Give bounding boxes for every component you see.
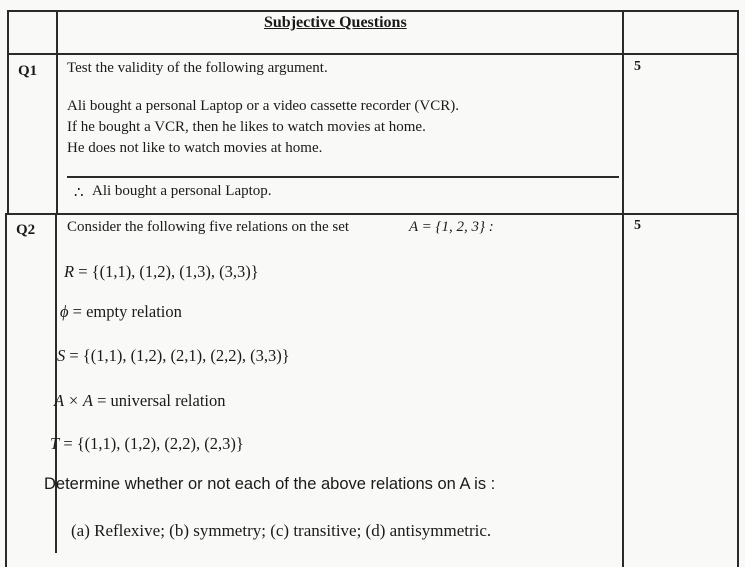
- relation-axa-definition: = universal relation: [97, 391, 226, 410]
- relation-axa-name: A × A: [54, 391, 93, 410]
- q1-premise-1: Ali bought a personal Laptop or a video cassette recorder (VCR).: [67, 98, 459, 114]
- relation-s: [57, 346, 290, 366]
- q1-label: Q1: [18, 63, 38, 79]
- table-top-border: [7, 10, 738, 12]
- q1-conclusion: Ali bought a personal Laptop.: [92, 183, 272, 199]
- relation-t: [50, 434, 244, 454]
- relation-r-definition: = {(1,1), (1,2), (1,3), (3,3)}: [78, 262, 259, 281]
- q1-therefore-symbol: ∴: [74, 185, 84, 201]
- q2-label: Q2: [16, 222, 36, 238]
- table-left-border: [7, 10, 9, 213]
- relation-r-name: R: [64, 262, 75, 281]
- relation-s-definition: = {(1,1), (1,2), (2,1), (2,2), (3,3)}: [69, 346, 290, 365]
- q2-set-definition: A = {1, 2, 3} :: [409, 219, 494, 235]
- relation-empty-name: ϕ: [60, 302, 69, 321]
- relation-empty: [60, 302, 182, 322]
- q2-question: Determine whether or not each of the above relations on A is :: [44, 475, 496, 493]
- label-column-divider: [56, 10, 58, 213]
- q2-marks: 5: [634, 218, 641, 233]
- section-title: Subjective Questions: [264, 14, 407, 31]
- q1-premise-3: He does not like to watch movies at home.: [67, 140, 323, 156]
- q2-parts: (a) Reflexive; (b) symmetry; (c) transitive; (d) antisymmetric.: [71, 521, 492, 540]
- header-row-divider: [7, 53, 738, 55]
- table-right-border: [737, 10, 739, 567]
- relation-r: [64, 262, 259, 282]
- relation-axa: [54, 391, 226, 411]
- q2-intro: Consider the following five relations on the set: [67, 219, 350, 235]
- q1-premise-2: If he bought a VCR, then he likes to watch movies at home.: [67, 119, 426, 135]
- relation-empty-definition: = empty relation: [72, 302, 182, 321]
- table-left-border-lower: [5, 213, 7, 567]
- relation-t-definition: = {(1,1), (1,2), (2,2), (2,3)}: [63, 434, 244, 453]
- label-column-divider-lower: [55, 213, 57, 553]
- relation-t-name: T: [50, 434, 60, 453]
- marks-column-divider: [622, 10, 624, 567]
- relation-s-name: S: [57, 346, 66, 365]
- q1-q2-row-divider: [7, 213, 738, 215]
- conclusion-rule: [67, 176, 619, 178]
- q1-intro: Test the validity of the following argument.: [67, 60, 328, 76]
- q1-marks: 5: [634, 59, 641, 74]
